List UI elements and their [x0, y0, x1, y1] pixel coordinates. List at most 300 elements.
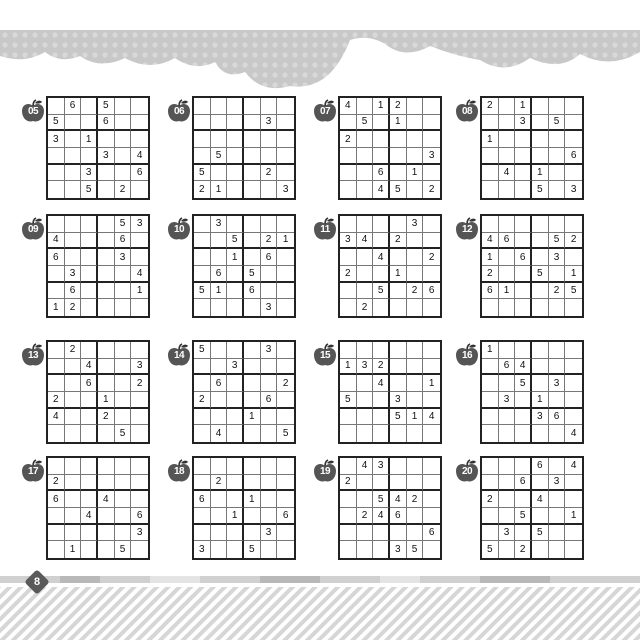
sudoku-cell [357, 375, 374, 392]
sudoku-grid [338, 214, 442, 318]
sudoku-cell: 6 [499, 233, 516, 250]
sudoku-cell: 1 [277, 233, 294, 250]
sudoku-cell [423, 98, 440, 115]
sudoku-cell [549, 342, 566, 359]
puzzle-number: 10 [173, 224, 185, 235]
sudoku-cell [211, 508, 228, 525]
sudoku-cell [482, 115, 499, 132]
sudoku-cell: 6 [390, 508, 407, 525]
sudoku-cell [244, 475, 261, 492]
sudoku-cell [244, 299, 261, 316]
sudoku-cell [227, 409, 244, 426]
sudoku-cell [98, 249, 115, 266]
sudoku-cell [98, 299, 115, 316]
sudoku-puzzle [454, 214, 586, 322]
sudoku-cell [373, 541, 390, 558]
sudoku-grid [480, 96, 584, 200]
sudoku-cell: 5 [115, 425, 132, 442]
sudoku-cell: 3 [340, 233, 357, 250]
sudoku-cell [407, 425, 424, 442]
sudoku-cell [532, 98, 549, 115]
puzzle-number: 08 [461, 106, 473, 117]
sudoku-cell [115, 359, 132, 376]
sudoku-cell [115, 131, 132, 148]
sudoku-cell [227, 425, 244, 442]
sudoku-cell [244, 165, 261, 182]
sudoku-cell: 1 [532, 165, 549, 182]
sudoku-cell [549, 425, 566, 442]
sudoku-cell [373, 392, 390, 409]
sudoku-cell [261, 216, 278, 233]
sudoku-cell [565, 249, 582, 266]
sudoku-cell [81, 216, 98, 233]
sudoku-cell: 5 [515, 375, 532, 392]
sudoku-cell [277, 266, 294, 283]
puzzle-number: 09 [27, 224, 39, 235]
sudoku-cell [244, 148, 261, 165]
sudoku-cell [277, 342, 294, 359]
sudoku-cell [407, 98, 424, 115]
sudoku-cell: 4 [482, 233, 499, 250]
sudoku-cell [81, 233, 98, 250]
sudoku-cell [261, 98, 278, 115]
sudoku-cell [98, 233, 115, 250]
sudoku-cell [515, 216, 532, 233]
sudoku-cell [390, 249, 407, 266]
sudoku-cell [499, 249, 516, 266]
sudoku-cell [373, 409, 390, 426]
sudoku-cell [482, 475, 499, 492]
sudoku-cell [81, 409, 98, 426]
sudoku-cell [194, 425, 211, 442]
sudoku-cell [227, 458, 244, 475]
sudoku-cell [227, 98, 244, 115]
sudoku-cell [565, 409, 582, 426]
sudoku-cell [65, 508, 82, 525]
sudoku-cell [81, 491, 98, 508]
sudoku-grid [192, 96, 296, 200]
puzzle-number: 12 [461, 224, 473, 235]
sudoku-cell [131, 342, 148, 359]
sudoku-cell: 2 [390, 98, 407, 115]
sudoku-puzzle [312, 214, 444, 322]
sudoku-cell [227, 266, 244, 283]
sudoku-cell: 2 [407, 283, 424, 300]
sudoku-cell [423, 266, 440, 283]
sudoku-cell: 3 [549, 249, 566, 266]
sudoku-cell [81, 249, 98, 266]
sudoku-cell [499, 342, 516, 359]
sudoku-cell [115, 266, 132, 283]
sudoku-cell [390, 475, 407, 492]
sudoku-cell [244, 392, 261, 409]
sudoku-cell: 1 [532, 392, 549, 409]
sudoku-cell [407, 392, 424, 409]
sudoku-cell [261, 148, 278, 165]
sudoku-cell [277, 115, 294, 132]
sudoku-cell [227, 342, 244, 359]
sudoku-cell [373, 475, 390, 492]
sudoku-cell: 2 [194, 392, 211, 409]
sudoku-cell [211, 458, 228, 475]
sudoku-grid [192, 340, 296, 444]
sudoku-cell [115, 409, 132, 426]
sudoku-cell: 5 [390, 181, 407, 198]
puzzle-number: 07 [319, 106, 331, 117]
sudoku-cell: 1 [48, 299, 65, 316]
sudoku-cell [194, 508, 211, 525]
sudoku-cell [48, 525, 65, 542]
sudoku-cell: 5 [549, 233, 566, 250]
sudoku-cell [131, 181, 148, 198]
sudoku-cell: 2 [340, 131, 357, 148]
sudoku-cell: 2 [390, 233, 407, 250]
sudoku-cell [115, 508, 132, 525]
sudoku-cell [211, 165, 228, 182]
sudoku-cell [340, 409, 357, 426]
sudoku-cell: 6 [277, 508, 294, 525]
puzzle-number: 16 [461, 350, 473, 361]
sudoku-puzzle [20, 214, 152, 322]
sudoku-cell [115, 98, 132, 115]
sudoku-cell [407, 148, 424, 165]
sudoku-cell [515, 266, 532, 283]
sudoku-cell [65, 359, 82, 376]
sudoku-cell: 3 [48, 131, 65, 148]
sudoku-cell [227, 115, 244, 132]
sudoku-cell [499, 181, 516, 198]
sudoku-cell [373, 233, 390, 250]
sudoku-cell [211, 525, 228, 542]
sudoku-cell [227, 392, 244, 409]
sudoku-cell: 4 [340, 98, 357, 115]
sudoku-cell: 1 [244, 491, 261, 508]
sudoku-cell [211, 233, 228, 250]
sudoku-cell [499, 425, 516, 442]
sudoku-cell: 6 [423, 525, 440, 542]
sudoku-cell [194, 115, 211, 132]
sudoku-cell [482, 409, 499, 426]
sudoku-cell [407, 458, 424, 475]
sudoku-cell [131, 131, 148, 148]
sudoku-cell: 1 [499, 283, 516, 300]
sudoku-cell [423, 541, 440, 558]
sudoku-cell [65, 425, 82, 442]
sudoku-cell [549, 266, 566, 283]
sudoku-cell [244, 342, 261, 359]
sudoku-cell [131, 299, 148, 316]
sudoku-cell [48, 165, 65, 182]
sudoku-cell [340, 508, 357, 525]
sudoku-puzzle [312, 456, 444, 564]
sudoku-cell: 2 [211, 475, 228, 492]
sudoku-cell: 4 [565, 458, 582, 475]
sudoku-cell [532, 508, 549, 525]
sudoku-puzzle [20, 456, 152, 564]
sudoku-cell: 3 [131, 359, 148, 376]
sudoku-cell [115, 115, 132, 132]
sudoku-cell: 3 [227, 359, 244, 376]
sudoku-cell [211, 249, 228, 266]
sudoku-cell [98, 165, 115, 182]
sudoku-cell: 3 [261, 525, 278, 542]
sudoku-cell [515, 425, 532, 442]
sudoku-cell [532, 283, 549, 300]
sudoku-cell [277, 98, 294, 115]
sudoku-cell: 3 [81, 165, 98, 182]
sudoku-cell: 4 [48, 233, 65, 250]
sudoku-cell [565, 165, 582, 182]
sudoku-cell [194, 458, 211, 475]
sudoku-cell: 6 [261, 392, 278, 409]
sudoku-cell [549, 392, 566, 409]
sudoku-cell [194, 131, 211, 148]
sudoku-cell [565, 131, 582, 148]
sudoku-cell [357, 283, 374, 300]
sudoku-cell [227, 181, 244, 198]
sudoku-grid [46, 340, 150, 444]
sudoku-cell [340, 458, 357, 475]
sudoku-cell [565, 375, 582, 392]
sudoku-cell [194, 233, 211, 250]
sudoku-cell [65, 392, 82, 409]
sudoku-cell [532, 375, 549, 392]
sudoku-cell: 1 [407, 409, 424, 426]
sudoku-cell: 3 [194, 541, 211, 558]
sudoku-cell [532, 216, 549, 233]
sudoku-cell [423, 392, 440, 409]
sudoku-cell [277, 165, 294, 182]
sudoku-cell [565, 475, 582, 492]
sudoku-cell [532, 249, 549, 266]
sudoku-cell [227, 541, 244, 558]
sudoku-cell: 6 [261, 249, 278, 266]
sudoku-puzzle [20, 340, 152, 448]
sudoku-cell [357, 131, 374, 148]
sudoku-cell: 5 [282, 428, 289, 440]
sudoku-cell [131, 249, 148, 266]
sudoku-cell: 1 [390, 115, 407, 132]
sudoku-cell [565, 216, 582, 233]
sudoku-cell [407, 342, 424, 359]
sudoku-cell [407, 299, 424, 316]
sudoku-cell [565, 115, 582, 132]
sudoku-cell [532, 233, 549, 250]
sudoku-cell: 1 [81, 131, 98, 148]
sudoku-cell [499, 216, 516, 233]
sudoku-cell: 1 [211, 181, 228, 198]
sudoku-cell: 5 [340, 392, 357, 409]
sudoku-cell: 4 [532, 491, 549, 508]
sudoku-puzzle [166, 456, 298, 564]
sudoku-cell [340, 491, 357, 508]
sudoku-cell: 3 [499, 392, 516, 409]
puzzle-number: 17 [27, 466, 39, 477]
sudoku-cell [65, 165, 82, 182]
sudoku-cell [115, 375, 132, 392]
sudoku-cell: 3 [532, 409, 549, 426]
sudoku-puzzle [166, 96, 298, 204]
sudoku-cell [65, 409, 82, 426]
sudoku-puzzle [454, 456, 586, 564]
sudoku-cell [261, 181, 278, 198]
sudoku-cell [115, 299, 132, 316]
sudoku-cell [81, 98, 98, 115]
sudoku-cell [261, 359, 278, 376]
sudoku-cell: 6 [499, 359, 516, 376]
sudoku-puzzle [166, 340, 298, 448]
sudoku-puzzle [454, 96, 586, 204]
sudoku-cell [340, 525, 357, 542]
sudoku-cell [277, 458, 294, 475]
sudoku-cell [423, 359, 440, 376]
sudoku-cell [115, 342, 132, 359]
sudoku-cell [357, 475, 374, 492]
sudoku-cell [340, 115, 357, 132]
sudoku-cell: 2 [515, 541, 532, 558]
sudoku-cell [423, 115, 440, 132]
sudoku-cell [357, 525, 374, 542]
sudoku-cell [131, 409, 148, 426]
sudoku-cell [65, 115, 82, 132]
sudoku-cell: 4 [373, 181, 390, 198]
sudoku-cell [357, 392, 374, 409]
sudoku-grid [338, 340, 442, 444]
sudoku-cell [227, 475, 244, 492]
sudoku-cell [115, 475, 132, 492]
sudoku-cell [499, 409, 516, 426]
sudoku-cell: 5 [194, 165, 211, 182]
sudoku-cell [131, 392, 148, 409]
sudoku-cell [532, 425, 549, 442]
sudoku-cell: 2 [482, 98, 499, 115]
sudoku-cell: 5 [211, 148, 228, 165]
sudoku-cell [390, 131, 407, 148]
sudoku-cell: 4 [81, 508, 98, 525]
puzzle-number: 14 [173, 350, 185, 361]
sudoku-cell [227, 299, 244, 316]
sudoku-cell [373, 525, 390, 542]
sudoku-cell [244, 98, 261, 115]
sudoku-cell [98, 181, 115, 198]
sudoku-cell [115, 491, 132, 508]
sudoku-cell: 3 [570, 184, 577, 196]
sudoku-cell [515, 392, 532, 409]
sudoku-cell: 3 [357, 359, 374, 376]
sudoku-cell: 6 [373, 165, 390, 182]
sudoku-cell [227, 283, 244, 300]
sudoku-cell: 1 [340, 359, 357, 376]
sudoku-cell [98, 375, 115, 392]
sudoku-cell: 5 [244, 266, 261, 283]
sudoku-cell [390, 375, 407, 392]
sudoku-cell [423, 131, 440, 148]
sudoku-cell: 6 [48, 249, 65, 266]
sudoku-cell [211, 359, 228, 376]
sudoku-cell: 2 [194, 181, 211, 198]
sudoku-cell [65, 181, 82, 198]
sudoku-cell: 6 [48, 491, 65, 508]
sudoku-cell: 1 [98, 392, 115, 409]
sudoku-cell [227, 525, 244, 542]
sudoku-cell [48, 266, 65, 283]
sudoku-cell: 2 [482, 266, 499, 283]
sudoku-cell: 6 [211, 375, 228, 392]
sudoku-cell: 3 [65, 266, 82, 283]
sudoku-cell [194, 409, 211, 426]
sudoku-cell [340, 425, 357, 442]
sudoku-cell [565, 541, 582, 558]
sudoku-cell: 3 [390, 541, 407, 558]
sudoku-cell [98, 131, 115, 148]
sudoku-cell [482, 359, 499, 376]
sudoku-cell [211, 491, 228, 508]
sudoku-cell [532, 475, 549, 492]
sudoku-cell: 3 [407, 216, 424, 233]
sudoku-cell [194, 216, 211, 233]
sudoku-cell: 6 [194, 491, 211, 508]
sudoku-cell [499, 375, 516, 392]
sudoku-cell [261, 458, 278, 475]
sudoku-cell [407, 375, 424, 392]
sudoku-cell: 4 [499, 165, 516, 182]
sudoku-cell [65, 375, 82, 392]
sudoku-cell: 3 [131, 525, 148, 542]
sudoku-cell: 6 [515, 475, 532, 492]
sudoku-cell [227, 491, 244, 508]
sudoku-cell [549, 299, 566, 316]
sudoku-cell: 6 [115, 233, 132, 250]
sudoku-puzzle [166, 214, 298, 322]
sudoku-cell [340, 181, 357, 198]
puzzle-number: 06 [173, 106, 185, 117]
sudoku-cell [48, 283, 65, 300]
sudoku-cell [65, 525, 82, 542]
sudoku-cell [131, 491, 148, 508]
sudoku-cell [277, 409, 294, 426]
sudoku-cell [515, 409, 532, 426]
sudoku-cell [515, 299, 532, 316]
sudoku-cell [357, 266, 374, 283]
sudoku-cell [390, 359, 407, 376]
sudoku-cell [499, 131, 516, 148]
sudoku-cell [515, 165, 532, 182]
sudoku-cell [499, 299, 516, 316]
sudoku-cell [98, 425, 115, 442]
sudoku-cell [357, 491, 374, 508]
sudoku-cell [277, 541, 294, 558]
sudoku-cell [194, 299, 211, 316]
sudoku-cell [81, 115, 98, 132]
sudoku-cell [390, 342, 407, 359]
sudoku-cell [549, 491, 566, 508]
sudoku-grid [480, 340, 584, 444]
sudoku-cell [340, 249, 357, 266]
sudoku-cell [532, 359, 549, 376]
sudoku-cell: 1 [407, 165, 424, 182]
sudoku-cell [423, 299, 440, 316]
sudoku-cell [131, 458, 148, 475]
sudoku-cell: 5 [194, 283, 211, 300]
sudoku-cell: 6 [565, 148, 582, 165]
sudoku-cell: 4 [423, 409, 440, 426]
sudoku-cell [81, 283, 98, 300]
sudoku-cell: 4 [131, 148, 148, 165]
sudoku-puzzle [312, 340, 444, 448]
sudoku-cell [423, 425, 440, 442]
sudoku-cell [423, 508, 440, 525]
sudoku-cell [357, 216, 374, 233]
